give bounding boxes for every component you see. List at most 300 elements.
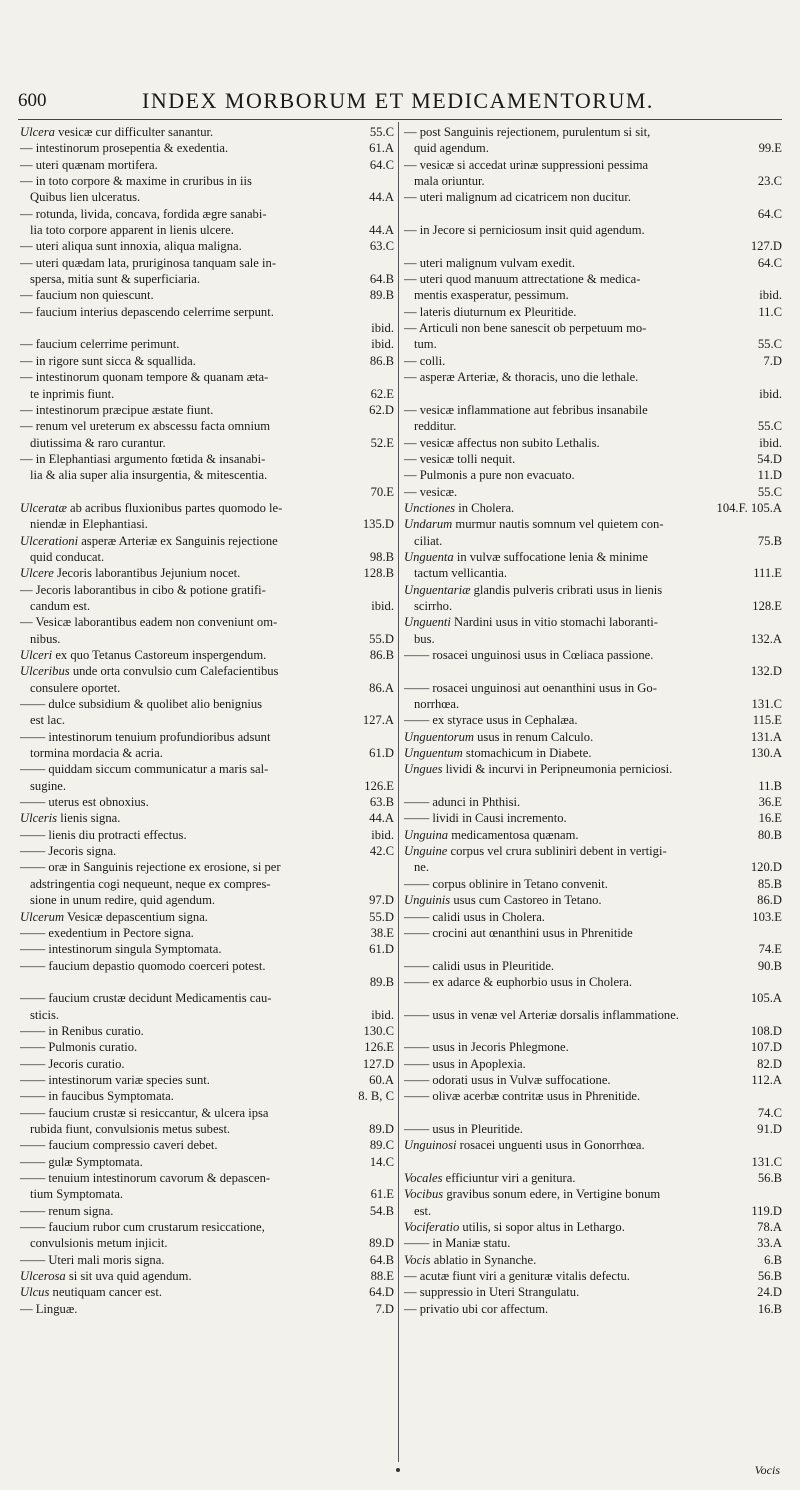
entry-text: —— intestinorum variæ species sunt. <box>20 1072 210 1087</box>
entry-text: Ulcerum Vesicæ depascentium signa. <box>20 909 208 924</box>
index-entry-line <box>20 549 394 565</box>
entry-text: — uteri malignum vulvam exedit. <box>404 255 576 270</box>
entry-reference: 6.B <box>764 1252 782 1267</box>
entry-text: tactum vellicantia. <box>414 566 508 581</box>
entry-text: — uteri malignum ad cicatricem non ducitur. <box>404 190 631 205</box>
entry-text: Unguina medicamentosa quænam. <box>404 827 579 842</box>
index-entry-line <box>20 206 394 222</box>
entry-reference: 128.E <box>752 598 782 613</box>
entry-text: scirrho. <box>414 598 453 613</box>
entry-reference: 107.D <box>750 1040 782 1055</box>
index-entry-line <box>20 1284 394 1300</box>
index-entry-line <box>20 794 394 810</box>
entry-text: Unguinosi rosacei unguenti usus in Gonorrhœa. <box>404 1138 645 1153</box>
entry-reference: 74.C <box>757 1105 782 1120</box>
header-rule <box>18 119 782 120</box>
entry-text: — lateris diuturnum ex Pleuritide. <box>404 304 577 319</box>
index-entry-line <box>20 1170 394 1186</box>
entry-reference: 38.E <box>370 925 394 940</box>
index-entry-line <box>20 386 394 402</box>
entry-text: lia & alia super alia insurgentia, & mitescentia. <box>30 468 268 483</box>
entry-reference: 89.B <box>369 288 394 303</box>
entry-text: consulere oportet. <box>30 680 121 695</box>
index-entry-line <box>20 255 394 271</box>
entry-text: — intestinorum quonam tempore & quanam æta- <box>20 370 269 385</box>
entry-text: — Pulmonis a pure non evacuato. <box>404 468 575 483</box>
index-entry-line <box>404 467 782 483</box>
entry-reference: 135.D <box>362 517 394 532</box>
entry-reference: ibid. <box>759 386 782 401</box>
entry-text: Ulceratæ ab acribus fluxionibus partes quomodo le- <box>20 500 283 515</box>
entry-text: —— lienis diu protracti effectus. <box>20 827 187 842</box>
entry-reference: 16.E <box>758 811 782 826</box>
index-entry-line <box>404 614 782 630</box>
entry-reference: 86.B <box>369 353 394 368</box>
index-entry-line <box>404 565 782 581</box>
index-entry-line <box>20 876 394 892</box>
index-entry-line <box>404 1219 782 1235</box>
entry-text: —— Pulmonis curatio. <box>20 1040 138 1055</box>
entry-text: —— faucium crustæ decidunt Medicamentis cau- <box>20 991 272 1006</box>
index-entry-line <box>20 222 394 238</box>
entry-text: Quibus lien ulceratus. <box>30 190 141 205</box>
index-entry-line <box>20 500 394 516</box>
index-entry-line <box>20 909 394 925</box>
entry-text: Ungues lividi & incurvi in Peripneumonia perniciosi. <box>404 762 673 777</box>
entry-reference: 86.D <box>757 893 782 908</box>
index-entry-line <box>20 418 394 434</box>
entry-text: —— usus in Jecoris Phlegmone. <box>404 1040 569 1055</box>
entry-text: sticis. <box>30 1007 60 1022</box>
entry-reference: 131.A <box>750 729 782 744</box>
index-entry-line <box>404 778 782 794</box>
entry-text: redditur. <box>414 419 457 434</box>
entry-text: Unguine corpus vel crura subliniri debent in vertigi- <box>404 844 667 859</box>
entry-reference: 105.A <box>750 991 782 1006</box>
entry-text: Ulceris lienis signa. <box>20 811 121 826</box>
entry-text: est lac. <box>30 713 65 728</box>
entry-reference: ibid. <box>371 337 394 352</box>
entry-reference: 64.C <box>757 206 782 221</box>
entry-text: —— oræ in Sanguinis rejectione ex erosione, si per <box>20 860 281 875</box>
entry-reference: 62.D <box>369 402 394 417</box>
entry-reference: 128.B <box>363 566 394 581</box>
index-entry-line <box>404 1007 782 1023</box>
entry-text: —— ex styrace usus in Cephalæa. <box>404 713 578 728</box>
catchword: Vocis <box>754 1463 780 1477</box>
entry-reference: 111.E <box>753 566 782 581</box>
entry-text: Ulceri ex quo Tetanus Castoreum inspergendum. <box>20 648 267 662</box>
entry-text: —— renum signa. <box>20 1203 114 1218</box>
entry-text: —— lividi in Causi incremento. <box>404 811 567 826</box>
entry-reference: 36.E <box>758 795 782 810</box>
entry-reference: 80.B <box>757 827 782 842</box>
index-entry-line <box>404 974 782 990</box>
entry-text: —— calidi usus in Cholera. <box>404 909 545 924</box>
index-entry-line <box>404 859 782 875</box>
index-entry-line <box>20 778 394 794</box>
entry-reference: 97.D <box>369 893 394 908</box>
entry-text: lia toto corpore apparent in lienis ulcere. <box>30 223 234 238</box>
index-entry-line <box>20 827 394 843</box>
index-entry-line <box>404 810 782 826</box>
index-entry-line <box>20 663 394 679</box>
index-entry-line <box>20 565 394 581</box>
entry-reference: 108.D <box>750 1023 782 1038</box>
index-entry-line <box>20 1154 394 1170</box>
index-entry-line <box>404 451 782 467</box>
entry-reference: 131.C <box>751 697 782 712</box>
index-entry-line <box>404 663 782 679</box>
entry-reference: 7.D <box>763 353 782 368</box>
index-entry-line <box>20 582 394 598</box>
entry-text: —— olivæ acerbæ contritæ usus in Phrenitide. <box>404 1089 641 1104</box>
entry-text: Unguentum stomachicum in Diabete. <box>404 746 592 761</box>
entry-reference: 8. B, C <box>358 1089 394 1104</box>
entry-text: Vocales efficiuntur viri a genitura. <box>404 1171 576 1185</box>
entry-text: Unctiones in Cholera. <box>404 500 515 515</box>
entry-reference: 56.B <box>757 1269 782 1284</box>
index-entry-line <box>20 1088 394 1104</box>
entry-text: —— faucium crustæ si resiccantur, & ulcera ipsa <box>20 1105 269 1120</box>
index-entry-line <box>20 1039 394 1055</box>
index-entry-line <box>20 304 394 320</box>
entry-text: —— uterus est obnoxius. <box>20 795 149 810</box>
entry-reference: 130.A <box>750 746 782 761</box>
entry-reference: ibid. <box>371 1007 394 1022</box>
index-entry-line <box>20 761 394 777</box>
index-entry-line <box>20 843 394 859</box>
entry-reference: ibid. <box>759 435 782 450</box>
index-entry-line <box>404 1268 782 1284</box>
index-entry-line <box>20 810 394 826</box>
entry-text: — in toto corpore & maxime in cruribus in iis <box>20 174 252 189</box>
index-entry-line <box>20 680 394 696</box>
index-entry-line <box>20 1186 394 1202</box>
entry-reference: 127.D <box>362 1056 394 1071</box>
column-divider <box>398 122 399 1462</box>
entry-reference: 63.B <box>369 795 394 810</box>
entry-text: —— Jecoris curatio. <box>20 1056 125 1071</box>
entry-text: sione in unum redire, quid agendum. <box>30 893 216 908</box>
entry-reference: 85.B <box>757 876 782 891</box>
entry-text: — faucium interius depascendo celerrime serpunt. <box>20 304 274 319</box>
index-entry-line <box>20 1235 394 1251</box>
entry-reference: 62.E <box>370 386 394 401</box>
entry-text: —— faucium depastio quomodo coerceri potest. <box>20 958 266 973</box>
entry-text: —— Uteri mali moris signa. <box>20 1252 165 1267</box>
entry-text: —— usus in Pleuritide. <box>404 1121 523 1136</box>
entry-reference: 131.C <box>751 1154 782 1169</box>
entry-reference: ibid. <box>371 827 394 842</box>
index-entry-line <box>20 745 394 761</box>
entry-text: —— rosacei unguinosi aut oenanthini usus in Go- <box>404 680 657 695</box>
entry-text: Ulcera vesicæ cur difficulter sanantur. <box>20 125 214 139</box>
entry-reference: 115.E <box>752 713 782 728</box>
entry-reference: 126.E <box>364 778 394 793</box>
index-entry-line <box>20 990 394 1006</box>
entry-reference: 103.E <box>752 909 782 924</box>
index-entry-line <box>404 1088 782 1104</box>
entry-text: Vociferatio utilis, si sopor altus in Lethargo. <box>404 1220 625 1235</box>
index-entry-line <box>404 369 782 385</box>
entry-reference: 11.C <box>758 304 782 319</box>
entry-reference: 11.D <box>757 468 782 483</box>
entry-text: sugine. <box>30 778 67 793</box>
page-number: 600 <box>18 90 47 111</box>
index-entry-line <box>20 712 394 728</box>
index-entry-line <box>404 189 782 205</box>
entry-reference: 55.C <box>757 419 782 434</box>
entry-reference: 33.A <box>757 1236 782 1251</box>
index-entry-line <box>404 173 782 189</box>
entry-reference: 86.A <box>369 680 394 695</box>
index-entry-line <box>20 974 394 990</box>
index-entry-line <box>404 1056 782 1072</box>
entry-text: —— exedentium in Pectore signa. <box>20 925 194 940</box>
index-entry-line <box>404 386 782 402</box>
entry-reference: 54.D <box>757 451 782 466</box>
entry-reference: 91.D <box>757 1121 782 1136</box>
index-entry-line <box>20 271 394 287</box>
index-entry-line <box>404 990 782 1006</box>
index-entry-line <box>20 173 394 189</box>
entry-reference: 61.A <box>369 141 394 156</box>
index-entry-line <box>20 1023 394 1039</box>
index-entry-line <box>20 614 394 630</box>
entry-reference: 61.D <box>369 746 394 761</box>
index-entry-line <box>404 1105 782 1121</box>
entry-text: —— in Renibus curatio. <box>20 1023 144 1038</box>
index-entry-line <box>20 402 394 418</box>
index-entry-line <box>20 353 394 369</box>
entry-reference: 89.B <box>369 974 394 989</box>
index-entry-line <box>20 467 394 483</box>
entry-text: — colli. <box>404 353 446 368</box>
left-column <box>20 124 394 1317</box>
index-entry-line <box>20 1121 394 1137</box>
entry-text: tum. <box>414 337 437 352</box>
index-entry-line <box>20 1252 394 1268</box>
entry-text: —— quiddam siccum communicatur a maris sal- <box>20 762 269 777</box>
index-entry-line <box>404 582 782 598</box>
index-entry-line <box>20 1137 394 1153</box>
index-entry-line <box>20 696 394 712</box>
entry-reference: 61.E <box>370 1187 394 1202</box>
entry-text: —— corpus oblinire in Tetano convenit. <box>404 876 608 891</box>
entry-text: —— Jecoris signa. <box>20 844 117 859</box>
index-entry-line <box>404 1301 782 1317</box>
entry-text: — vesicæ tolli nequit. <box>404 451 516 466</box>
index-entry-line <box>404 287 782 303</box>
index-entry-line <box>404 843 782 859</box>
entry-text: —— intestinorum singula Symptomata. <box>20 942 222 957</box>
entry-reference: 63.C <box>369 239 394 254</box>
entry-text: — uteri quædam lata, pruriginosa tanquam sale in- <box>20 255 277 270</box>
entry-text: spersa, mitia sunt & superficiaria. <box>30 272 200 287</box>
entry-text: —— faucium compressio caveri debet. <box>20 1138 218 1153</box>
entry-text: —— dulce subsidium & quolibet alio benignius <box>20 697 263 712</box>
index-entry-line <box>20 729 394 745</box>
entry-text: —— tenuium intestinorum cavorum & depascen- <box>20 1171 271 1185</box>
index-entry-line <box>404 140 782 156</box>
entry-reference: 120.D <box>750 860 782 875</box>
index-entry-line <box>404 1186 782 1202</box>
entry-text: — Vesicæ laborantibus eadem non conveniunt om- <box>20 615 278 630</box>
index-entry-line <box>404 958 782 974</box>
entry-reference: 54.B <box>369 1203 394 1218</box>
entry-text: —— gulæ Symptomata. <box>20 1154 143 1169</box>
entry-reference: 23.C <box>757 174 782 189</box>
index-entry-line <box>404 794 782 810</box>
entry-text: Ulcus neutiquam cancer est. <box>20 1285 162 1300</box>
entry-text: — in Elephantiasi argumento fœtida & insanabi- <box>20 451 266 466</box>
entry-text: Unguentorum usus in renum Calculo. <box>404 729 594 744</box>
entry-reference: 16.B <box>757 1301 782 1316</box>
index-entry-line <box>404 549 782 565</box>
index-entry-line <box>20 892 394 908</box>
entry-text: — post Sanguinis rejectionem, purulentum si sit, <box>404 125 651 139</box>
index-entry-line <box>20 533 394 549</box>
entry-reference: 56.B <box>757 1171 782 1185</box>
index-entry-line <box>20 189 394 205</box>
entry-text: —— intestinorum tenuium profundioribus adsunt <box>20 729 271 744</box>
index-entry-line <box>404 647 782 663</box>
entry-text: — suppressio in Uteri Strangulatu. <box>404 1285 580 1300</box>
index-entry-line <box>404 320 782 336</box>
entry-reference: 60.A <box>369 1072 394 1087</box>
entry-reference: 130.C <box>363 1023 394 1038</box>
entry-reference: 44.A <box>369 811 394 826</box>
entry-text: — Linguæ. <box>20 1301 78 1316</box>
entry-text: — intestinorum prosepentia & exedentia. <box>20 141 229 156</box>
index-entry-line <box>20 1056 394 1072</box>
entry-text: — asperæ Arteriæ, & thoracis, uno die lethale. <box>404 370 639 385</box>
entry-reference: 14.C <box>369 1154 394 1169</box>
entry-reference: 132.D <box>750 664 782 679</box>
entry-reference: 98.B <box>369 549 394 564</box>
entry-text: Unguinis usus cum Castoreo in Tetano. <box>404 893 602 908</box>
entry-text: Ulcere Jecoris laborantibus Jejunium nocet. <box>20 566 241 581</box>
entry-text: ne. <box>414 860 430 875</box>
entry-reference: 55.C <box>369 125 394 139</box>
index-entry-line <box>20 484 394 500</box>
entry-reference: 61.D <box>369 942 394 957</box>
entry-text: —— usus in venæ vel Arteriæ dorsalis inflammatione. <box>404 1007 679 1022</box>
entry-reference: 64.C <box>757 255 782 270</box>
entry-reference: ibid. <box>759 288 782 303</box>
index-entry-line <box>404 1252 782 1268</box>
index-entry-line <box>20 435 394 451</box>
entry-text: — acutæ fiunt viri a genituræ vitalis defectu. <box>404 1269 630 1284</box>
entry-reference: 119.D <box>751 1203 782 1218</box>
entry-reference: 127.D <box>750 239 782 254</box>
entry-reference: 11.B <box>758 778 782 793</box>
index-entry-line <box>404 1154 782 1170</box>
index-entry-line <box>404 533 782 549</box>
entry-reference: 7.D <box>375 1301 394 1316</box>
entry-reference: 88.E <box>370 1269 394 1284</box>
index-entry-line <box>404 631 782 647</box>
index-entry-line <box>20 958 394 974</box>
entry-text: tium Symptomata. <box>30 1187 124 1202</box>
entry-reference: 82.D <box>757 1056 782 1071</box>
entry-reference: 90.B <box>757 958 782 973</box>
entry-text: — uteri aliqua sunt innoxia, aliqua maligna. <box>20 239 242 254</box>
entry-reference: 70.E <box>370 484 394 499</box>
index-entry-line <box>404 745 782 761</box>
entry-reference: 24.D <box>757 1285 782 1300</box>
entry-text: — in rigore sunt sicca & squallida. <box>20 353 196 368</box>
entry-text: est. <box>414 1203 432 1218</box>
index-entry-line <box>20 157 394 173</box>
index-entry-line <box>404 696 782 712</box>
index-entry-line <box>20 1219 394 1235</box>
entry-text: Vocibus gravibus sonum edere, in Vertigine bonum <box>404 1187 661 1202</box>
index-entry-line <box>404 206 782 222</box>
entry-reference: 55.D <box>369 909 394 924</box>
entry-text: tormina mordacia & acria. <box>30 746 163 761</box>
index-entry-line <box>20 631 394 647</box>
entry-text: — vesicæ affectus non subito Lethalis. <box>404 435 600 450</box>
entry-reference: 99.E <box>758 141 782 156</box>
index-entry-line <box>404 484 782 500</box>
index-entry-line <box>404 271 782 287</box>
entry-reference: ibid. <box>371 598 394 613</box>
entry-text: — faucium non quiescunt. <box>20 288 154 303</box>
entry-text: Ulcerationi asperæ Arteriæ ex Sanguinis rejectione <box>20 533 278 548</box>
entry-text: Unguentariæ glandis pulveris cribrati usus in lienis <box>404 582 663 597</box>
entry-text: — faucium celerrime perimunt. <box>20 337 180 352</box>
index-entry-line <box>20 1105 394 1121</box>
index-entry-line <box>20 1007 394 1023</box>
entry-text: ciliat. <box>414 533 443 548</box>
entry-reference: 86.B <box>369 648 394 662</box>
index-entry-line <box>20 925 394 941</box>
entry-text: Ulcerosa si sit uva quid agendum. <box>20 1269 192 1284</box>
index-entry-line <box>404 761 782 777</box>
entry-reference: 127.A <box>362 713 394 728</box>
index-entry-line <box>404 1170 782 1186</box>
index-entry-line <box>20 124 394 140</box>
index-entry-line <box>404 712 782 728</box>
entry-text: adstringentia cogi nequeunt, neque ex compres- <box>30 876 271 891</box>
index-entry-line <box>20 369 394 385</box>
index-entry-line <box>20 1072 394 1088</box>
index-entry-line <box>404 435 782 451</box>
entry-text: —— odorati usus in Vulvæ suffocatione. <box>404 1072 611 1087</box>
entry-text: — privatio ubi cor affectum. <box>404 1301 549 1316</box>
index-entry-line <box>404 1023 782 1039</box>
entry-text: te inprimis fiunt. <box>30 386 115 401</box>
entry-text: — Jecoris laborantibus in cibo & potione gratifi- <box>20 582 266 597</box>
index-entry-line <box>20 336 394 352</box>
entry-reference: 64.C <box>369 157 394 172</box>
entry-text: —— ex adarce & euphorbio usus in Cholera. <box>404 974 633 989</box>
entry-text: — intestinorum præcipue æstate fiunt. <box>20 402 214 417</box>
entry-text: —— crocini aut œnanthini usus in Phrenitide <box>404 925 633 940</box>
entry-text: norrhœa. <box>414 697 460 712</box>
entry-text: — uteri quod manuum attrectatione & medica- <box>404 272 641 287</box>
entry-reference: 75.B <box>757 533 782 548</box>
entry-text: diutissima & raro curantur. <box>30 435 166 450</box>
index-entry-line <box>404 598 782 614</box>
entry-text: rubida fiunt, convulsionis metus subest. <box>30 1121 231 1136</box>
entry-text: Unguenti Nardini usus in vitio stomachi laboranti- <box>404 615 658 630</box>
entry-text: — renum vel ureterum ex abscessu facta omnium <box>20 419 271 434</box>
entry-reference: 89.D <box>369 1121 394 1136</box>
entry-reference: 44.A <box>369 223 394 238</box>
